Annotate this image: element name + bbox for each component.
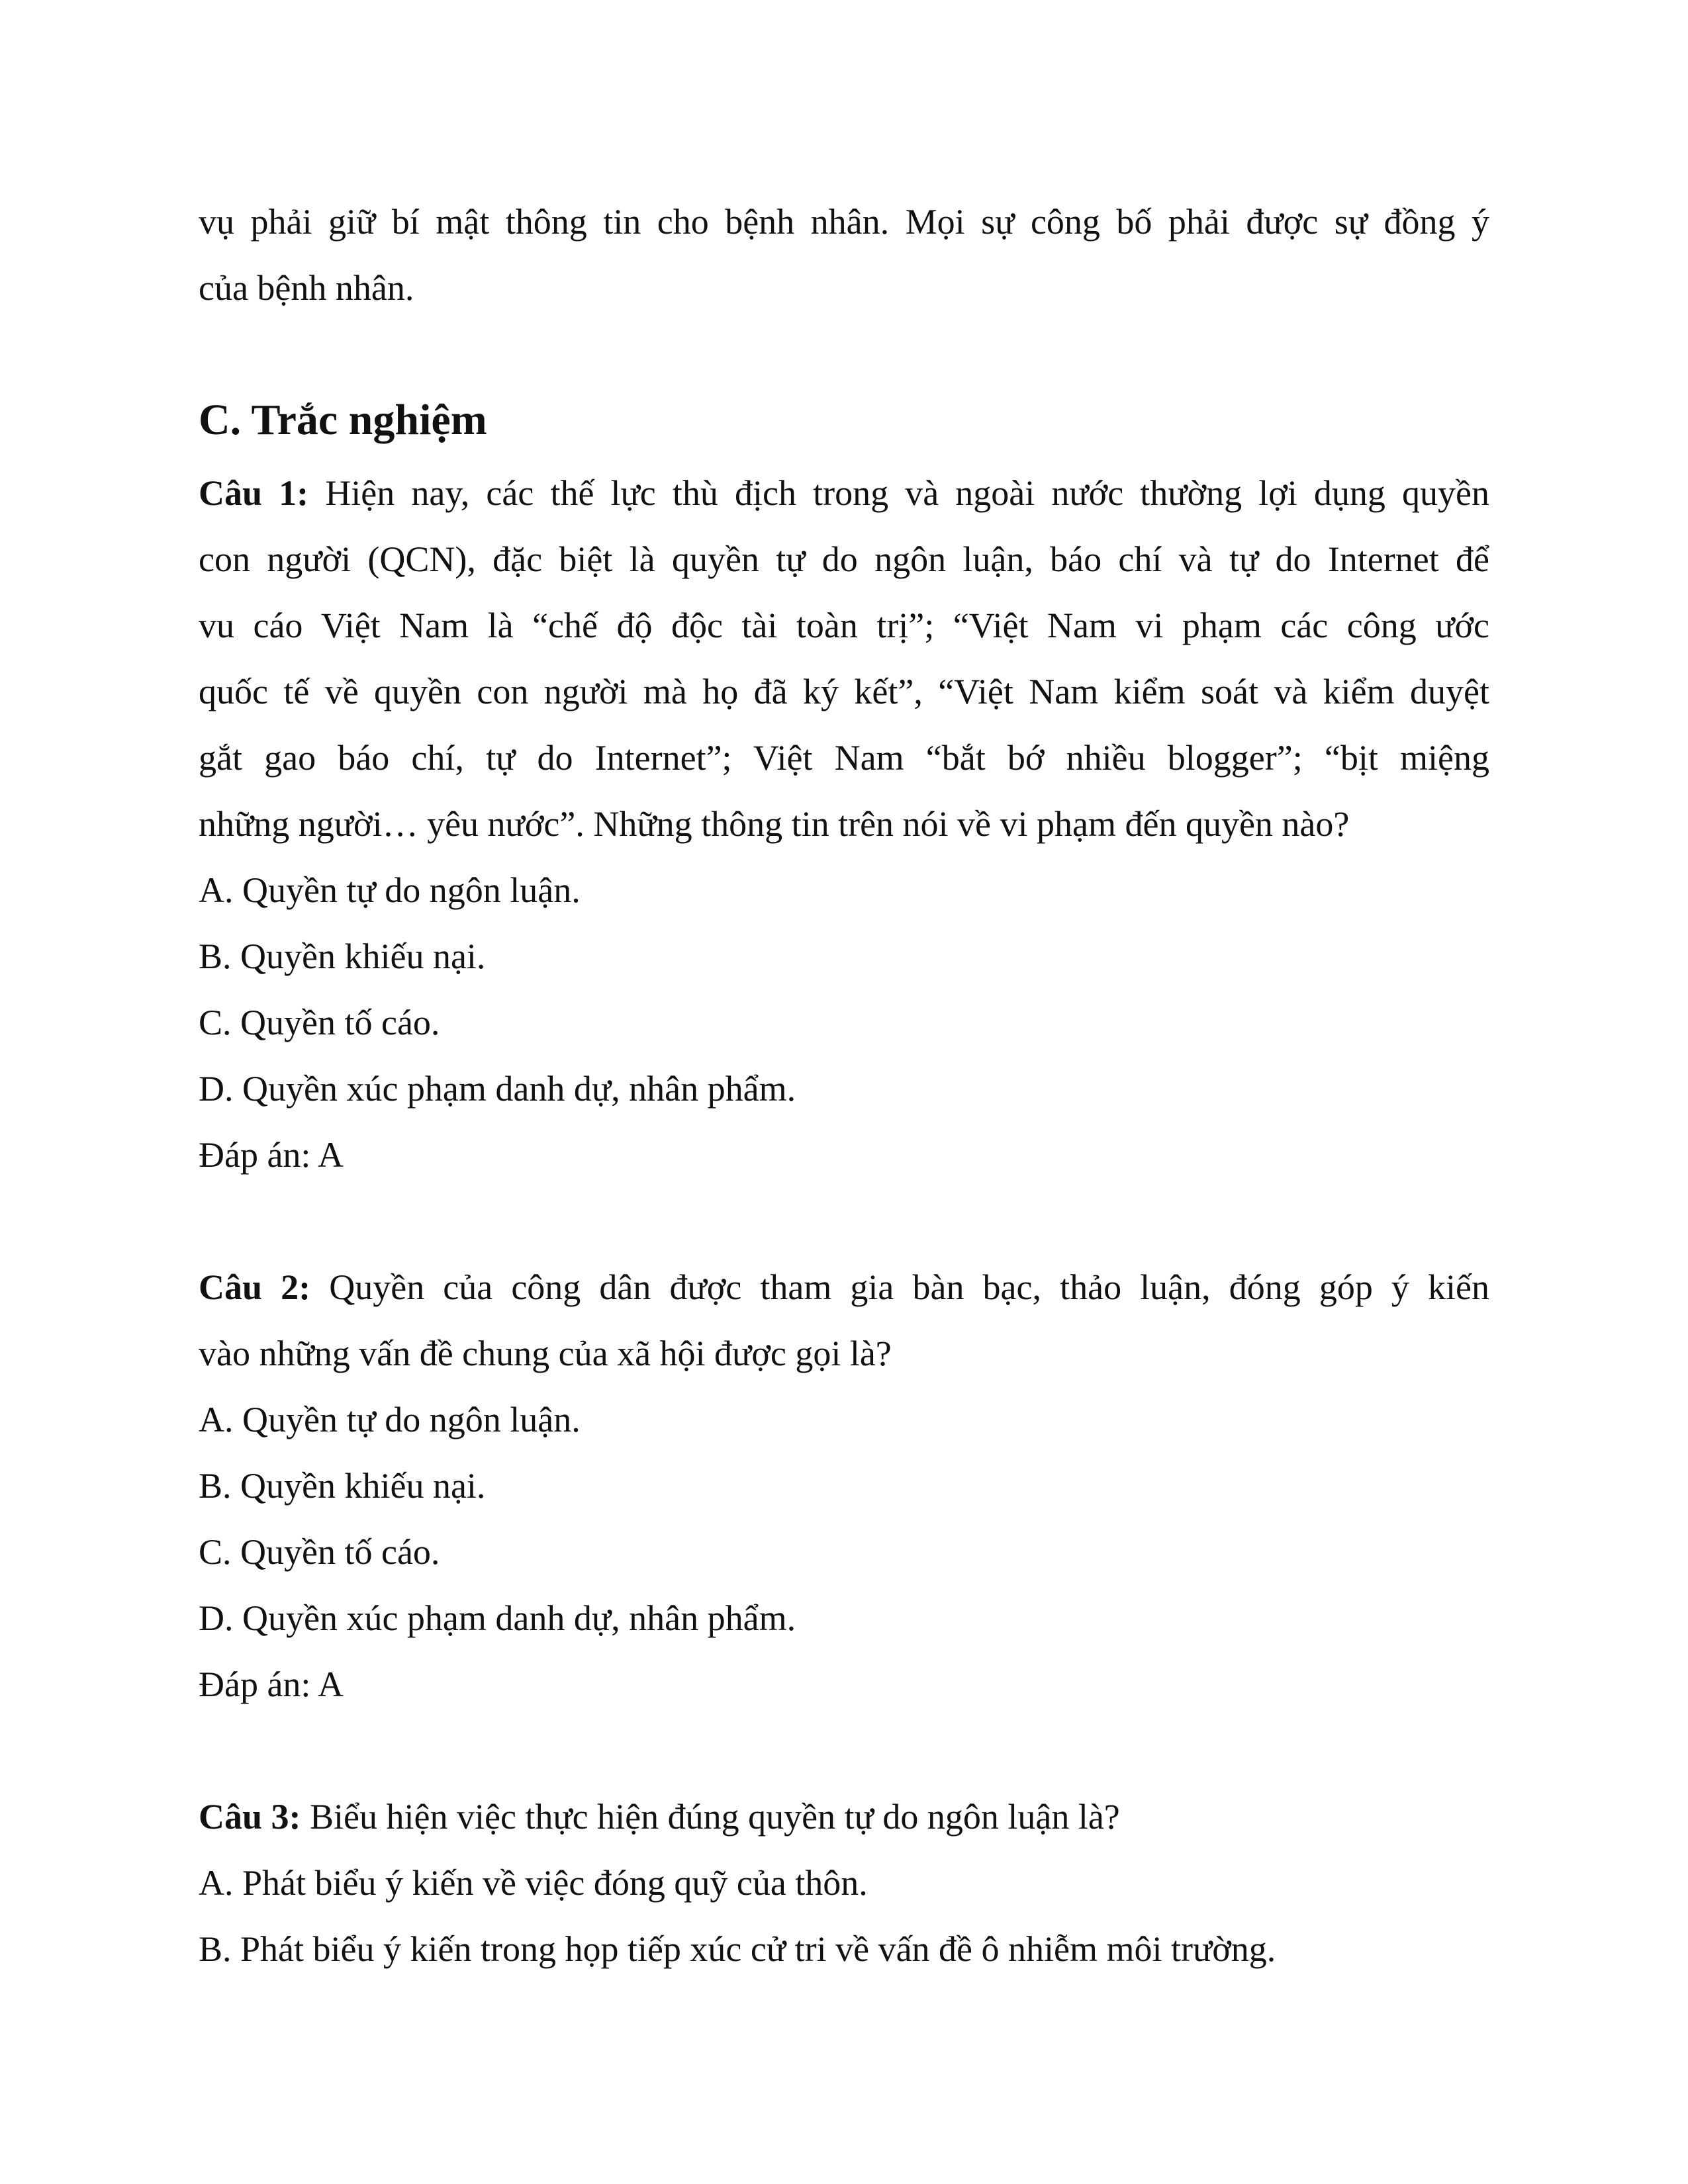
question-1-line-3: vu cáo Việt Nam là “chế độ độc tài toàn trị”; “Việt Nam vi phạm các công ước: [199, 606, 1489, 645]
question-2-option-b: B. Quyền khiếu nại.: [199, 1466, 486, 1506]
question-1-line-2: con người (QCN), đặc biệt là quyền tự do ngôn luận, báo chí và tự do Internet để: [199, 539, 1489, 579]
question-2: [199, 1254, 1489, 1717]
question-2-option-d: D. Quyền xúc phạm danh dự, nhân phẩm.: [199, 1598, 796, 1638]
question-1-answer: Đáp án: A: [199, 1135, 344, 1175]
question-3-line-1: [199, 1784, 1489, 1850]
section-title: C. Trắc nghiệm: [199, 396, 487, 444]
question-1-option-a: A. Quyền tự do ngôn luận.: [199, 870, 581, 910]
question-3-option-a: A. Phát biểu ý kiến về việc đóng quỹ của thôn.: [199, 1863, 868, 1903]
question-1-text-1: Hiện nay, các thế lực thù địch trong và ngoài nước thường lợi dụng quyền: [308, 473, 1489, 513]
question-1-line-1: [199, 460, 1489, 526]
question-1-label: Câu 1:: [199, 473, 309, 513]
question-1: [199, 460, 1489, 1188]
question-2-text-1: Quyền của công dân được tham gia bàn bạc, thảo luận, đóng góp ý kiến: [310, 1267, 1490, 1307]
question-3-option-b: B. Phát biểu ý kiến trong họp tiếp xúc cử tri về vấn đề ô nhiễm môi trường.: [199, 1929, 1276, 1969]
intro-paragraph: [199, 189, 1489, 321]
question-1-option-d: D. Quyền xúc phạm danh dự, nhân phẩm.: [199, 1069, 796, 1109]
question-2-line-1: [199, 1254, 1489, 1320]
question-1-option-c: C. Quyền tố cáo.: [199, 1003, 440, 1042]
question-3-label: Câu 3:: [199, 1797, 301, 1837]
question-1-line-4: quốc tế về quyền con người mà họ đã ký kết”, “Việt Nam kiểm soát và kiểm duyệt: [199, 672, 1489, 711]
question-3: [199, 1784, 1489, 1982]
question-2-answer: Đáp án: A: [199, 1664, 344, 1704]
intro-line-1: vụ phải giữ bí mật thông tin cho bệnh nhân. Mọi sự công bố phải được sự đồng ý: [199, 202, 1489, 242]
question-2-label: Câu 2:: [199, 1267, 311, 1307]
question-2-line-2: vào những vấn đề chung của xã hội được gọi là?: [199, 1334, 892, 1373]
question-2-option-a: A. Quyền tự do ngôn luận.: [199, 1400, 581, 1439]
question-1-option-b: B. Quyền khiếu nại.: [199, 936, 486, 976]
question-3-text-1: Biểu hiện việc thực hiện đúng quyền tự do ngôn luận là?: [301, 1797, 1120, 1837]
intro-line-2: của bệnh nhân.: [199, 268, 414, 308]
question-2-option-c: C. Quyền tố cáo.: [199, 1532, 440, 1572]
question-1-line-5: gắt gao báo chí, tự do Internet”; Việt Nam “bắt bớ nhiều blogger”; “bịt miệng: [199, 738, 1489, 778]
question-1-line-6: những người… yêu nước”. Những thông tin trên nói về vi phạm đến quyền nào?: [199, 804, 1350, 844]
